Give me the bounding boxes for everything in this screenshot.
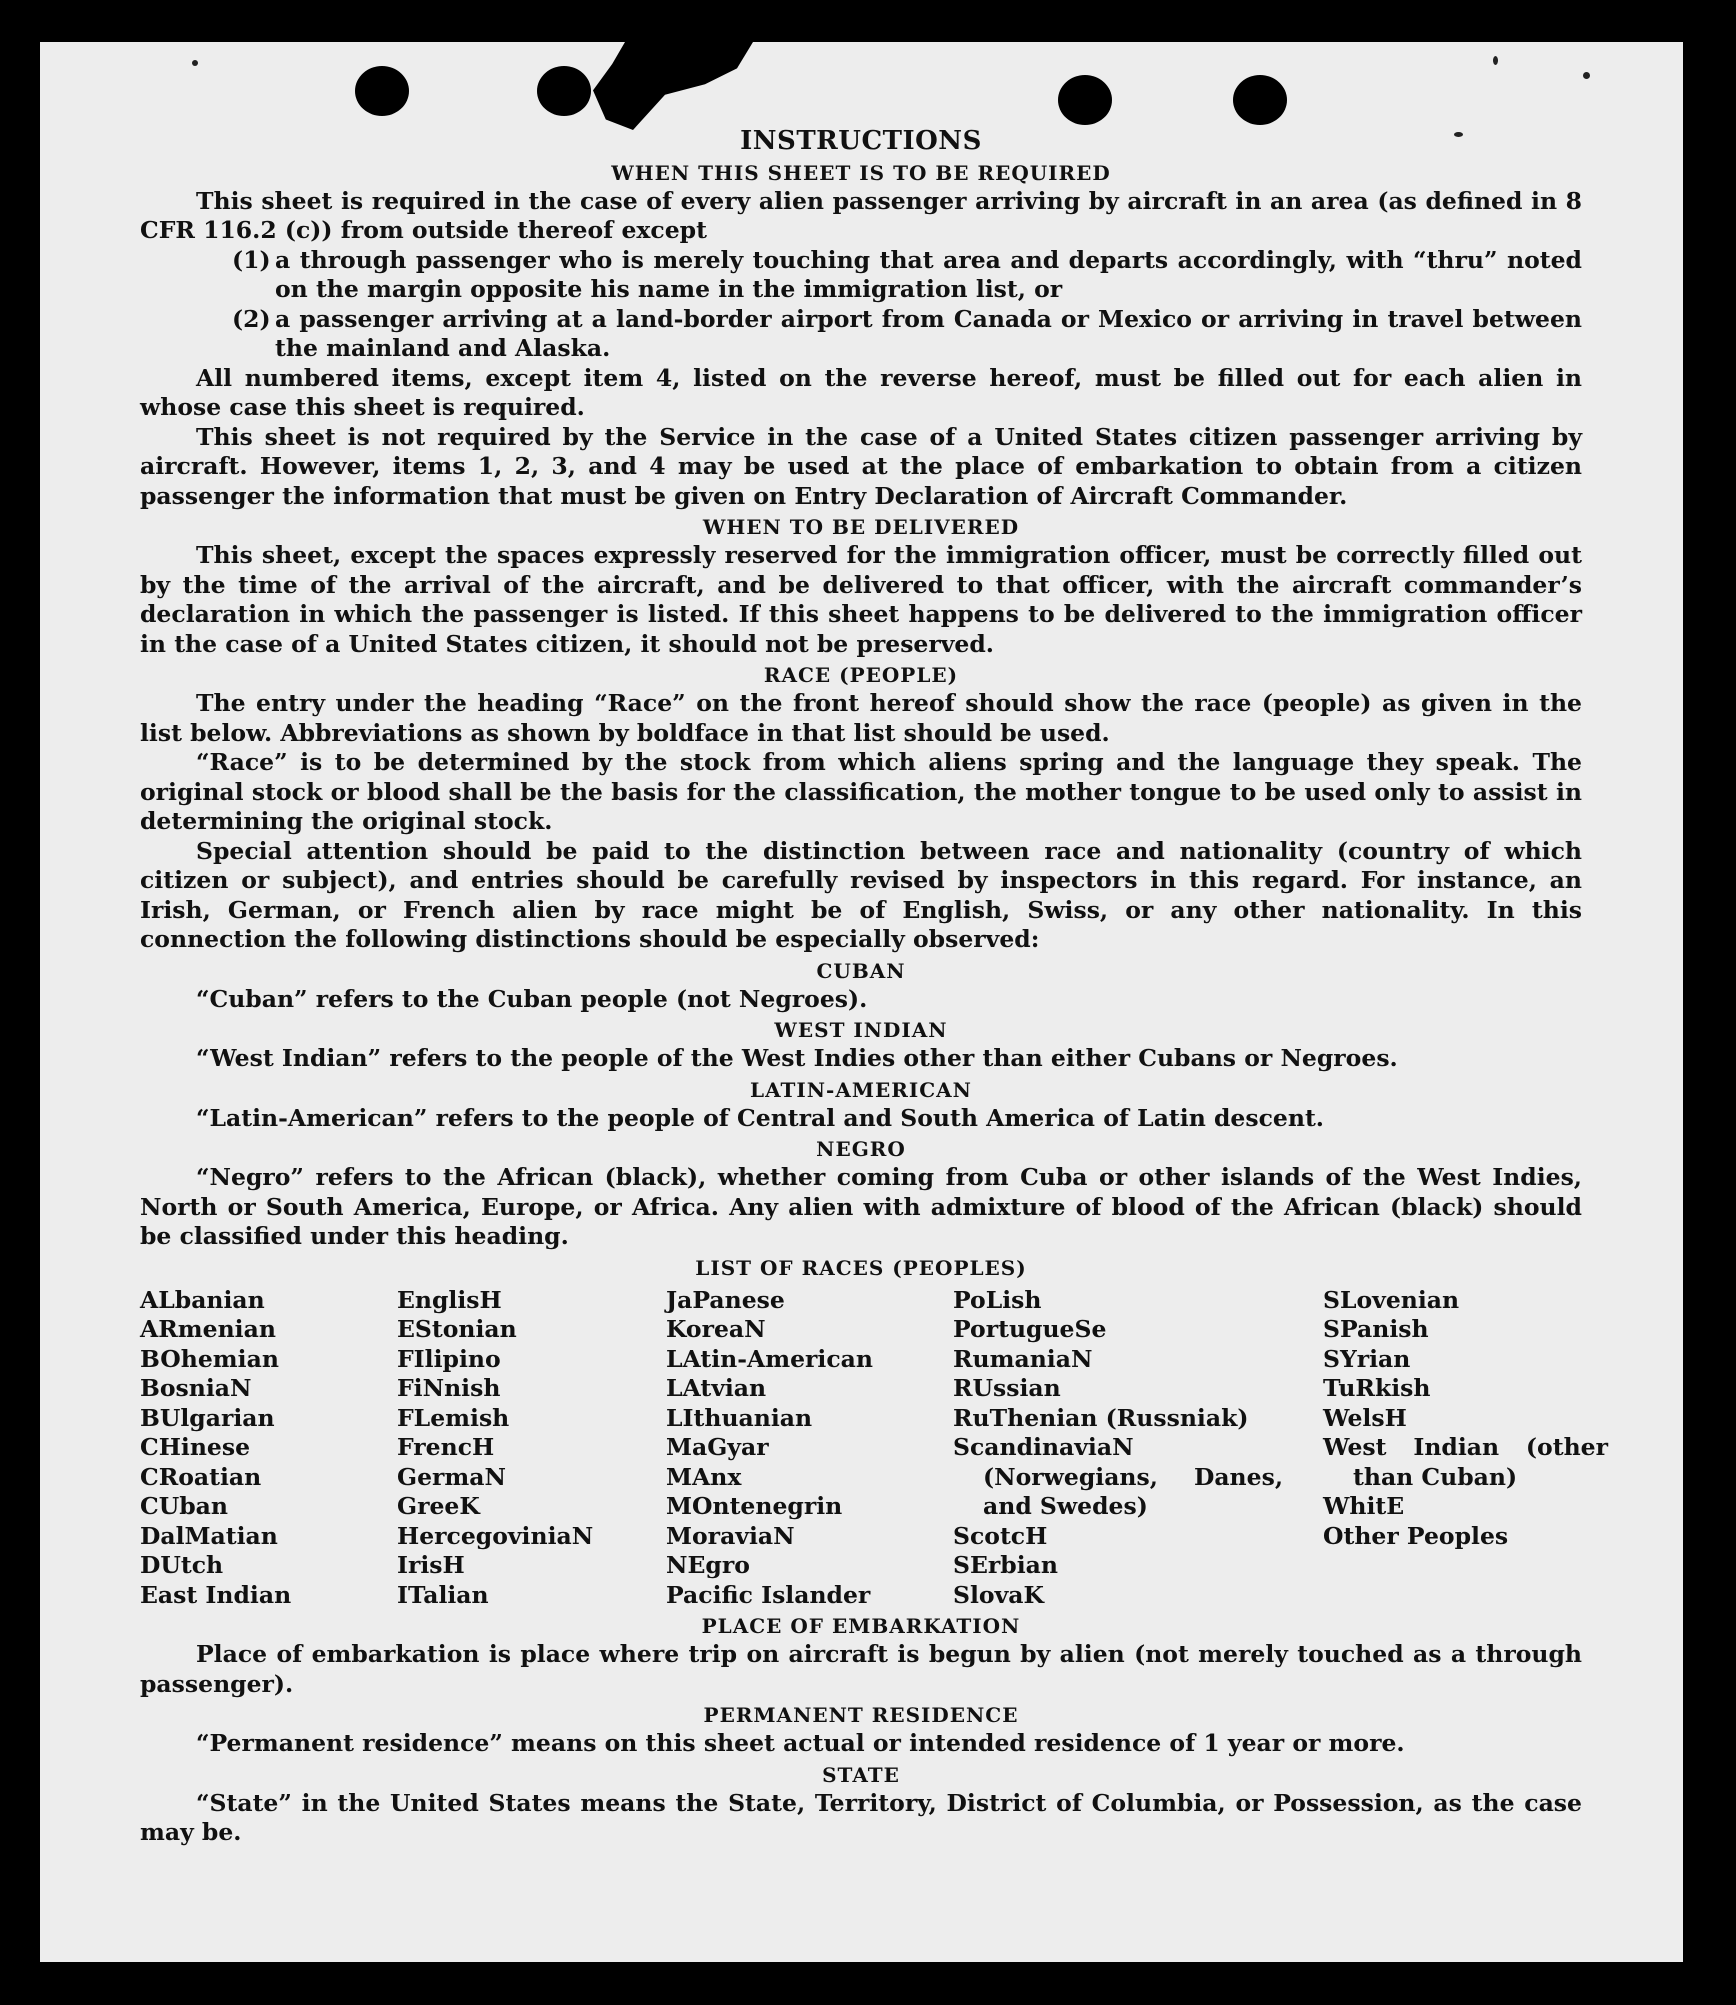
paragraph: “Cuban” refers to the Cuban people (not Negroes). xyxy=(196,984,868,1013)
race-entry: MoraviaN xyxy=(666,1521,795,1550)
race-entry: BOhemian xyxy=(140,1344,279,1373)
paragraph: “Permanent residence” means on this sheet actual or intended residence of 1 year or more. xyxy=(196,1729,1405,1757)
race-entry: WelsH xyxy=(1323,1403,1407,1432)
section-heading: PLACE OF EMBARKATION xyxy=(701,1614,1021,1638)
race-entry: FIlipino xyxy=(397,1344,501,1373)
race-entry: RUssian xyxy=(953,1374,1061,1402)
paragraph: This sheet, except the spaces expressly reserved for the immigration officer, must be correctly filled out by the time of the arrival of the aircraft, and be delivered to that officer, with the aircraft commander’s declaration in which the passenger is listed. If this sheet happens to be delivered to the immigration officer in the case of a United States citizen, it should not be preserved. xyxy=(140,541,1582,658)
race-entry: GermaN xyxy=(397,1462,506,1491)
punch-hole xyxy=(355,66,409,116)
race-entry: ScandinaviaN (Norwegians, Danes, and Swedes) xyxy=(953,1433,1283,1520)
race-entry: SErbian xyxy=(953,1551,1058,1579)
race-entry: LIthuanian xyxy=(666,1403,813,1432)
race-entry: HercegoviniaN xyxy=(397,1521,594,1550)
race-entry: JaPanese xyxy=(666,1285,785,1314)
race-entry: West Indian (other than Cuban) xyxy=(1323,1433,1608,1491)
item-text: a through passenger who is merely touching that area and departs accordingly, with “thru” noted on the margin opposite his name in the immigration list, or xyxy=(275,245,1582,303)
race-entry: MaGyar xyxy=(666,1433,769,1461)
punch-hole xyxy=(1058,75,1112,125)
race-entry: GreeK xyxy=(397,1492,480,1520)
race-entry: BUlgarian xyxy=(140,1403,275,1432)
race-entry: DUtch xyxy=(140,1551,224,1579)
paragraph: This sheet is required in the case of every alien passenger arriving by aircraft in an area (as defined in 8 CFR 116.2 (c)) from outside thereof except xyxy=(140,186,1582,244)
race-entry: WhitE xyxy=(1323,1492,1405,1520)
race-entry: LAtin-American xyxy=(666,1344,873,1373)
race-entry: TuRkish xyxy=(1323,1374,1431,1402)
section-heading: WHEN TO BE DELIVERED xyxy=(702,515,1020,539)
race-entry: PoLish xyxy=(953,1285,1042,1314)
section-heading: WEST INDIAN xyxy=(774,1018,948,1042)
race-entry: Other Peoples xyxy=(1323,1521,1509,1550)
race-entry: SPanish xyxy=(1323,1315,1429,1343)
race-entry: CRoatian xyxy=(140,1462,262,1491)
race-entry: FLemish xyxy=(397,1403,510,1432)
item-number: (2) xyxy=(232,304,271,333)
paragraph: This sheet is not required by the Service in the case of a United States citizen passenger arriving by aircraft. However, items 1, 2, 3, and 4 may be used at the place of embarkation to obtain from a citizen passenger the information that must be given on Entry Declaration of Aircraft Commander. xyxy=(140,422,1582,510)
torn-edge xyxy=(593,42,753,130)
paragraph: “Negro” refers to the African (black), whether coming from Cuba or other islands of the West Indies, North or South America, Europe, or Africa. Any alien with admixture of blood of the African (black) should be classified under this heading. xyxy=(140,1163,1582,1250)
ink-speck xyxy=(1493,56,1498,65)
section-heading: LIST OF RACES (PEOPLES) xyxy=(695,1255,1027,1280)
race-entry: RumaniaN xyxy=(953,1344,1093,1373)
race-entry: East Indian xyxy=(140,1580,292,1609)
paragraph: “Race” is to be determined by the stock from which aliens spring and the language they speak. The original stock or blood shall be the basis for the classification, the mother tongue to be used only to assist in determining the original stock. xyxy=(140,748,1582,835)
section-heading: RACE (PEOPLE) xyxy=(763,663,959,687)
race-entry: EnglisH xyxy=(397,1285,502,1314)
list-item xyxy=(140,246,1582,305)
races-column xyxy=(140,1286,397,1611)
punch-hole xyxy=(1233,75,1287,125)
races-column xyxy=(953,1286,1323,1611)
ink-speck xyxy=(192,60,198,66)
section-heading: NEGRO xyxy=(816,1137,906,1161)
section-heading: STATE xyxy=(822,1762,900,1787)
race-entry: FiNnish xyxy=(397,1374,501,1402)
races-column xyxy=(666,1286,953,1611)
races-list xyxy=(140,1285,1608,1611)
races-column xyxy=(1323,1285,1608,1611)
section-heading: PERMANENT RESIDENCE xyxy=(703,1703,1019,1727)
section-heading: WHEN THIS SHEET IS TO BE REQUIRED xyxy=(611,160,1111,185)
race-entry: CHinese xyxy=(140,1433,251,1461)
item-text: a passenger arriving at a land-border airport from Canada or Mexico or arriving in travel between the mainland and Alaska. xyxy=(275,304,1582,362)
race-entry: KoreaN xyxy=(666,1315,766,1343)
race-entry: LAtvian xyxy=(666,1374,767,1402)
race-entry: ITalian xyxy=(397,1580,489,1609)
race-entry: DalMatian xyxy=(140,1521,278,1550)
race-entry: SLovenian xyxy=(1323,1285,1460,1314)
race-entry: SYrian xyxy=(1323,1344,1411,1373)
race-entry: ALbanian xyxy=(140,1285,265,1314)
list-item xyxy=(140,305,1582,364)
race-entry: MOntenegrin xyxy=(666,1492,843,1520)
race-entry: RuThenian (Russniak) xyxy=(953,1403,1249,1432)
race-entry: IrisH xyxy=(397,1551,465,1579)
race-entry: ScotcH xyxy=(953,1521,1048,1550)
document-sheet xyxy=(40,42,1683,1962)
race-entry: BosniaN xyxy=(140,1374,252,1402)
race-entry: FrencH xyxy=(397,1433,495,1461)
item-number: (1) xyxy=(232,245,271,274)
ink-speck xyxy=(1583,72,1590,79)
race-entry: PortugueSe xyxy=(953,1315,1107,1343)
paragraph: Place of embarkation is place where trip on aircraft is begun by alien (not merely touched as a through passenger). xyxy=(140,1640,1582,1698)
race-entry: EStonian xyxy=(397,1315,517,1343)
paragraph: All numbered items, except item 4, listed on the reverse hereof, must be filled out for each alien in whose case this sheet is required. xyxy=(140,363,1582,421)
paragraph: “West Indian” refers to the people of the West Indies other than either Cubans or Negroes. xyxy=(196,1044,1398,1072)
race-entry: CUban xyxy=(140,1492,228,1520)
races-column xyxy=(397,1286,666,1611)
race-entry: NEgro xyxy=(666,1551,750,1579)
race-entry: SlovaK xyxy=(953,1580,1044,1609)
paragraph: “Latin-American” refers to the people of Central and South America of Latin descent. xyxy=(196,1103,1324,1132)
paragraph: Special attention should be paid to the distinction between race and nationality (country of which citizen or subject), and entries should be carefully revised by inspectors in this regard. For instance, an Irish, German, or French alien by race might be of English, Swiss, or any other nationality. In this connection the following distinctions should be especially observed: xyxy=(140,836,1582,953)
section-heading: LATIN-AMERICAN xyxy=(750,1077,972,1102)
page-title: INSTRUCTIONS xyxy=(740,126,982,156)
paragraph: “State” in the United States means the State, Territory, District of Columbia, or Possession, as the case may be. xyxy=(140,1788,1582,1846)
paragraph: The entry under the heading “Race” on the front hereof should show the race (people) as given in the list below. Abbreviations as shown by boldface in that list should be used. xyxy=(140,689,1582,747)
section-heading: CUBAN xyxy=(816,958,906,983)
punch-hole xyxy=(537,66,591,116)
instructions-body xyxy=(140,126,1608,1848)
race-entry: Pacific Islander xyxy=(666,1580,871,1609)
race-entry: MAnx xyxy=(666,1462,742,1491)
race-entry: ARmenian xyxy=(140,1315,276,1343)
